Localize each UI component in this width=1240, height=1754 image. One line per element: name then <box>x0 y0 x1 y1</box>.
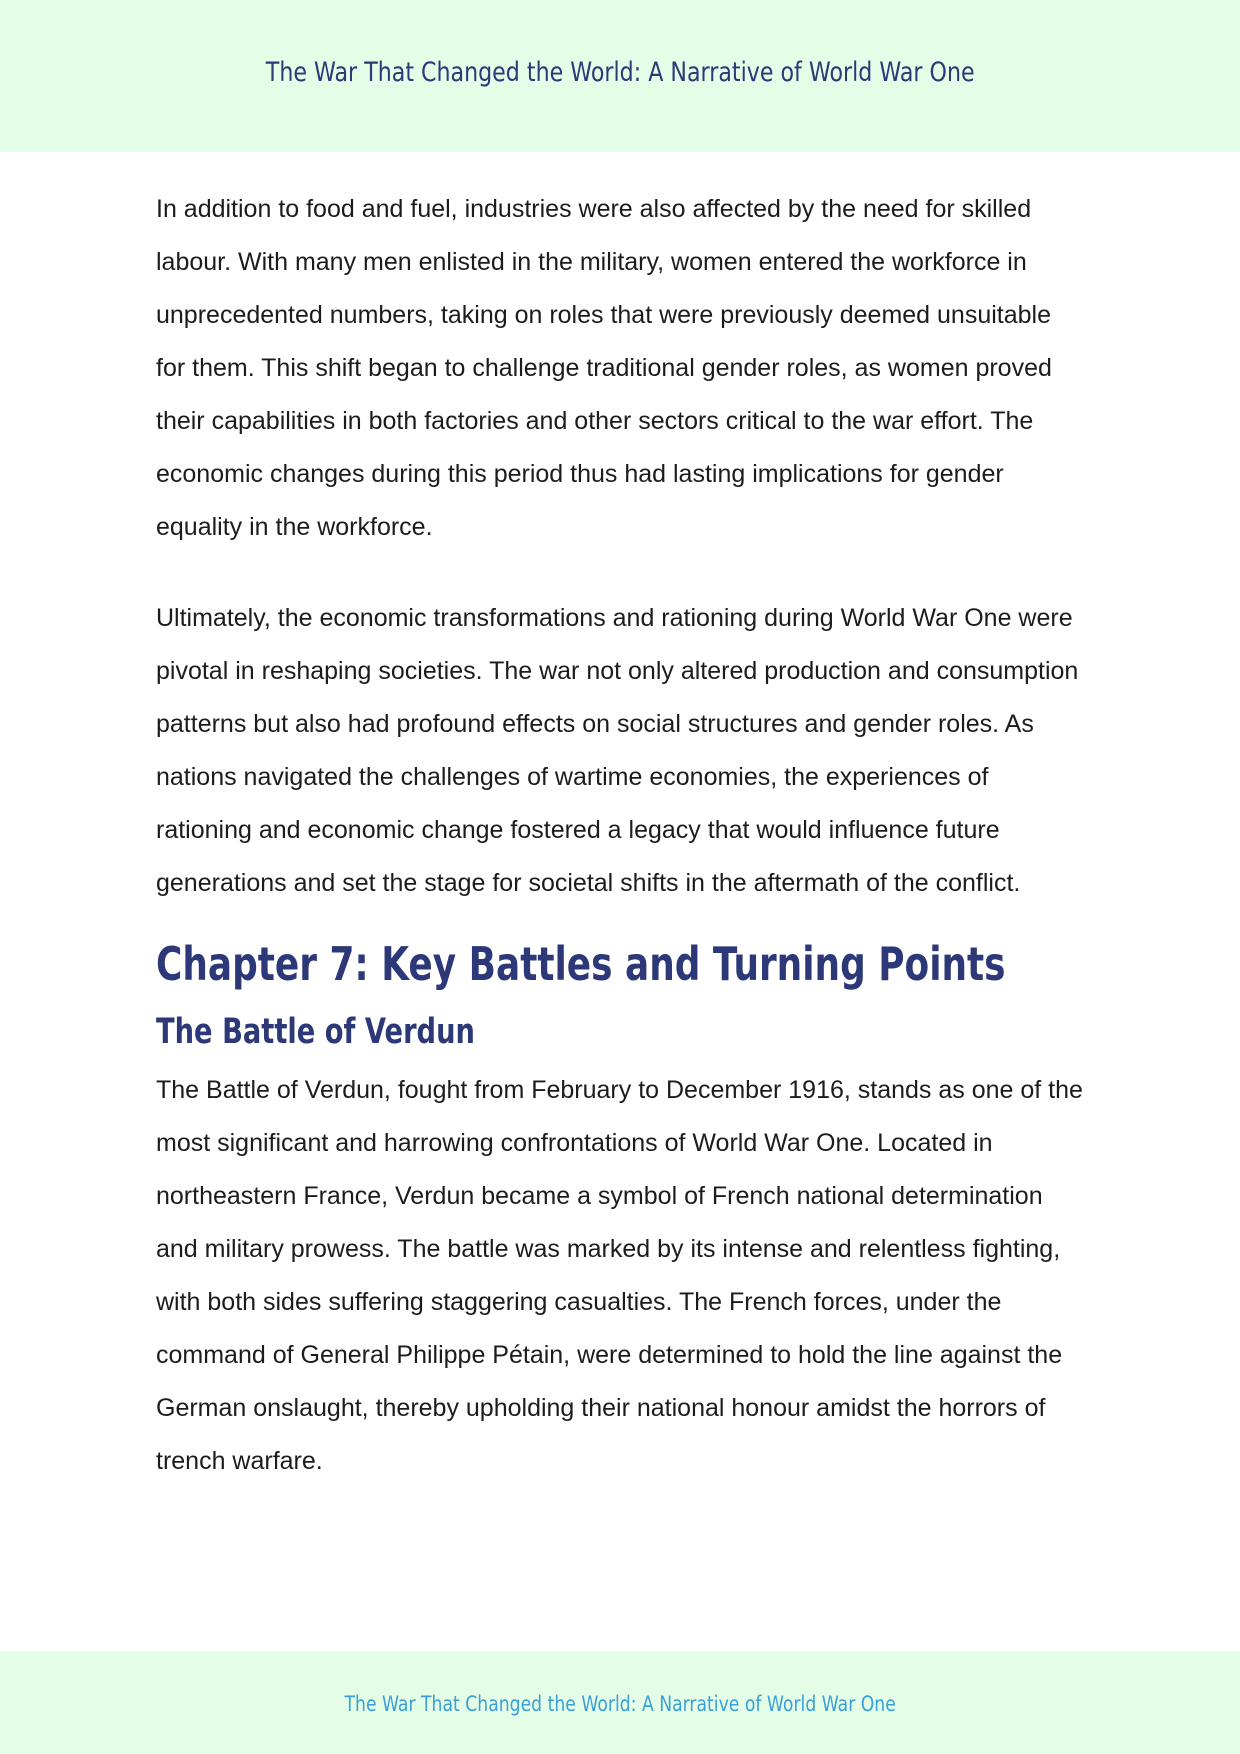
footer-title: The War That Changed the World: A Narrative of World War One <box>344 1691 896 1716</box>
page-footer <box>0 1651 1240 1754</box>
page-header <box>0 0 1240 152</box>
body-paragraph-2: Ultimately, the economic transformations and rationing during World War One were pivotal in reshaping societies. The war not only altered production and consumption patterns but also had profound effects on social structures and gender roles. As nations navigated the challenges of wartime economies, the experiences of rationing and economic change fostered a legacy that would influence future generations and set the stage for societal shifts in the aftermath of the conflict. <box>156 604 1079 897</box>
page-content <box>156 183 1086 1526</box>
chapter-title: Chapter 7: Key Battles and Turning Points <box>156 937 1006 991</box>
header-title: The War That Changed the World: A Narrative of World War One <box>265 56 975 88</box>
body-paragraph-1: In addition to food and fuel, industries were also affected by the need for skilled labour. With many men enlisted in the military, women entered the workforce in unprecedented numbers, taking on roles that were previously deemed unsuitable for them. This shift began to challenge traditional gender roles, as women proved their capabilities in both factories and other sectors critical to the war effort. The economic changes during this period thus had lasting implications for gender equality in the workforce. <box>156 195 1052 541</box>
section-paragraph: The Battle of Verdun, fought from February to December 1916, stands as one of the most significant and harrowing confrontations of World War One. Located in northeastern France, Verdun became a symbol of French national determination and military prowess. The battle was marked by its intense and relentless fighting, with both sides suffering staggering casualties. The French forces, under the command of General Philippe Pétain, were determined to hold the line against the German onslaught, thereby upholding their national honour amidst the horrors of trench warfare. <box>156 1076 1083 1475</box>
section-title: The Battle of Verdun <box>156 1012 475 1052</box>
